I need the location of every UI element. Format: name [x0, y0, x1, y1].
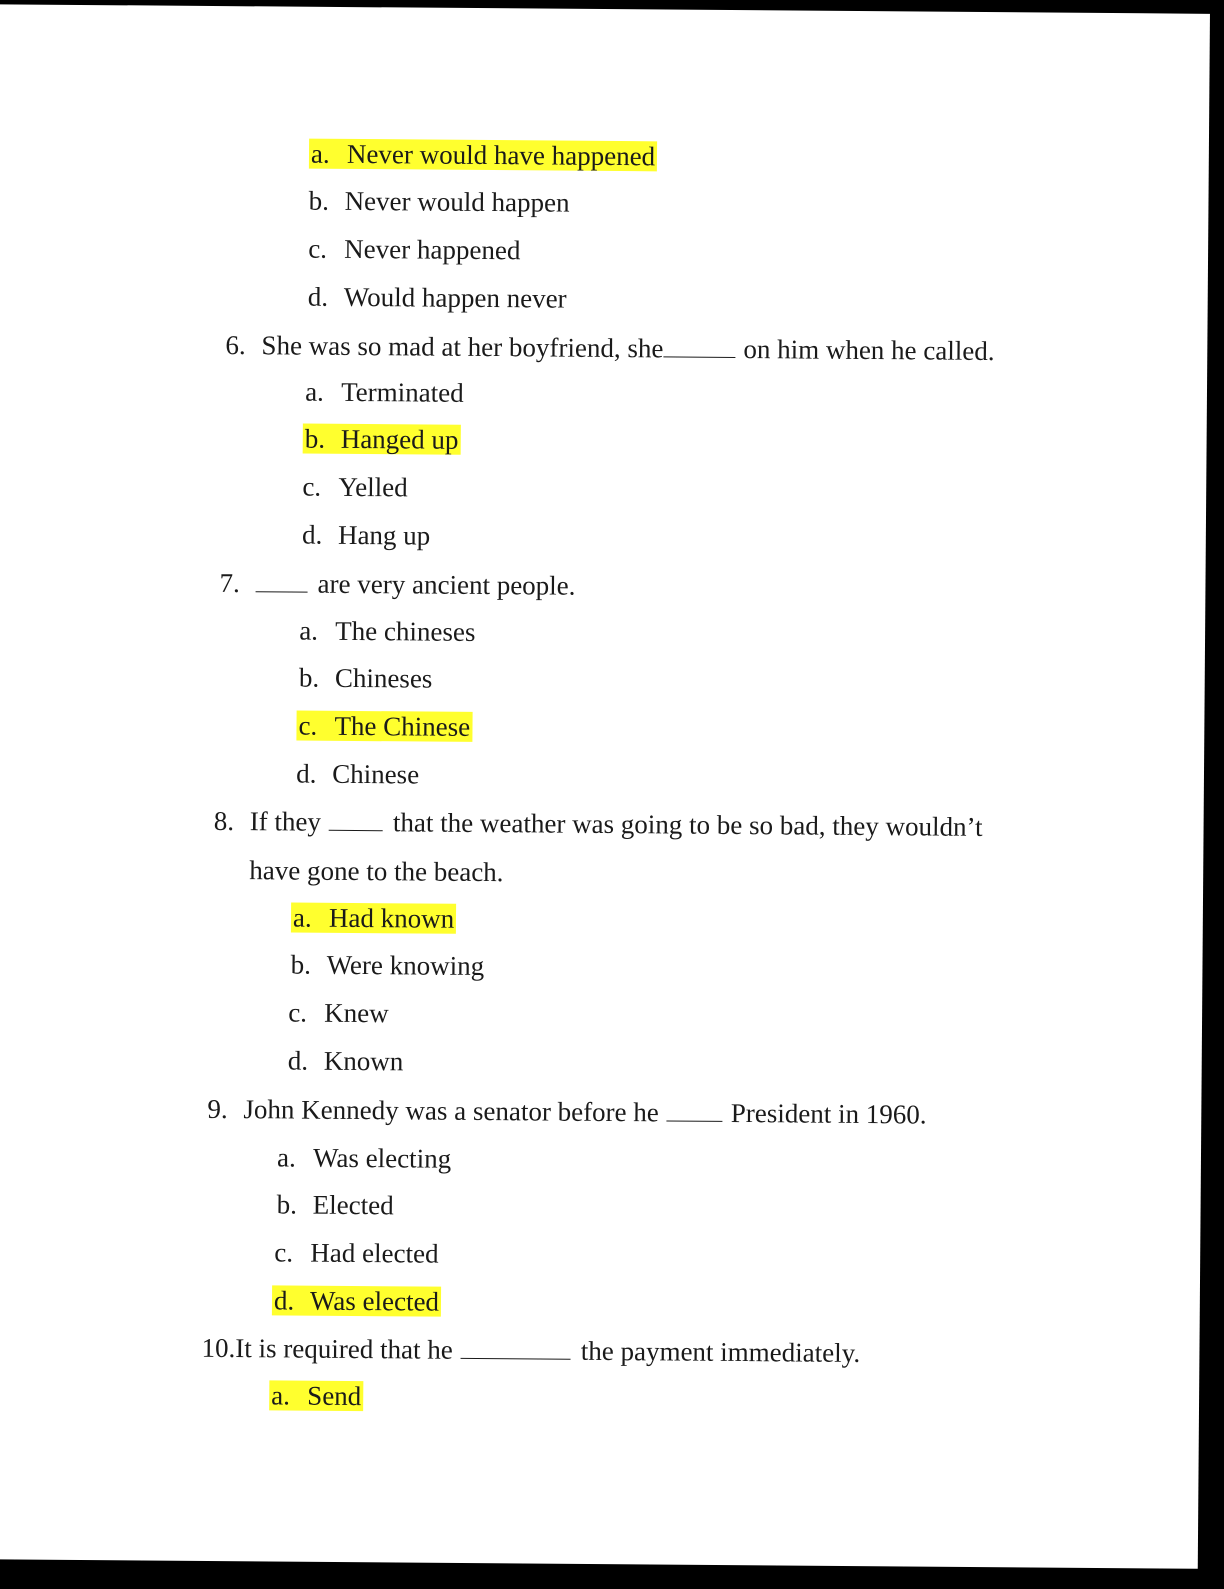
- option-text: Elected: [312, 1189, 394, 1221]
- option-letter: c.: [288, 997, 308, 1028]
- option-text: Known: [323, 1045, 404, 1077]
- question-text-before: She was so mad at her boyfriend, she: [261, 330, 664, 364]
- option-prev-b: [309, 184, 570, 220]
- option-letter: d.: [273, 1285, 295, 1316]
- question-text-after: that the weather was going to be so bad, they wouldn’t: [392, 807, 983, 842]
- option-letter: a.: [299, 615, 319, 646]
- option-letter: d.: [296, 758, 317, 789]
- option-text: Never happened: [344, 233, 521, 266]
- option-letter: a.: [292, 902, 312, 933]
- option-text: Hanged up: [340, 423, 459, 455]
- answer-blank: [667, 1098, 723, 1121]
- option-6a: [305, 375, 464, 410]
- option-prev-a: [309, 137, 657, 174]
- option-text: Knew: [324, 997, 389, 1029]
- answer-blank: [329, 808, 383, 831]
- option-8b: [291, 947, 485, 983]
- option-7a: [299, 614, 475, 649]
- answer-highlight: [269, 1380, 363, 1411]
- option-text: Never would happen: [344, 185, 570, 218]
- option-7b: [299, 661, 433, 696]
- answer-blank: [461, 1336, 571, 1360]
- option-text: The Chinese: [334, 710, 471, 742]
- option-prev-d: [308, 280, 567, 316]
- answer-highlight: [272, 1285, 441, 1316]
- option-text: Was electing: [313, 1142, 452, 1174]
- answer-highlight: [303, 424, 461, 455]
- option-letter: d.: [307, 281, 329, 312]
- option-9d: [272, 1283, 441, 1318]
- option-text: Yelled: [338, 471, 408, 503]
- option-text: Never would have happened: [346, 138, 656, 172]
- option-letter: b.: [276, 1189, 298, 1220]
- option-text: Send: [307, 1380, 362, 1412]
- option-letter: b.: [298, 662, 320, 693]
- option-text: Would happen never: [343, 281, 567, 314]
- option-letter: d.: [287, 1045, 309, 1076]
- option-8c: [288, 995, 389, 1030]
- option-6c: [302, 470, 408, 505]
- option-text: Had known: [328, 902, 455, 934]
- question-6: [225, 328, 994, 368]
- question-number: 7.: [219, 567, 240, 599]
- option-text: Terminated: [341, 376, 464, 408]
- option-letter: a.: [271, 1380, 291, 1411]
- option-text: Hang up: [337, 519, 431, 551]
- option-9b: [277, 1187, 394, 1222]
- question-text-before: John Kennedy was a senator before he: [243, 1094, 659, 1128]
- option-letter: a.: [305, 376, 324, 407]
- option-text: Chinese: [332, 758, 420, 790]
- option-7d: [296, 757, 419, 792]
- question-8: [214, 804, 983, 844]
- option-text: The chineses: [335, 615, 476, 647]
- option-text: Was elected: [309, 1285, 440, 1317]
- answer-highlight: [291, 902, 456, 933]
- question-9: [207, 1092, 926, 1132]
- answer-blank: [663, 334, 735, 358]
- option-letter: c.: [308, 233, 328, 264]
- question-text-before: It is required that he: [235, 1333, 453, 1365]
- option-prev-c: [308, 232, 520, 268]
- question-number: 8.: [213, 805, 235, 837]
- option-7c: [296, 709, 472, 744]
- option-letter: c.: [274, 1237, 294, 1268]
- question-text-after: on him when he called.: [743, 334, 995, 366]
- option-9c: [274, 1235, 438, 1270]
- option-text: Chineses: [334, 662, 433, 694]
- option-letter: b.: [290, 949, 312, 980]
- option-10a: [269, 1378, 363, 1413]
- option-8a: [291, 900, 456, 935]
- option-letter: a.: [310, 138, 330, 169]
- option-6d: [302, 518, 430, 553]
- answer-blank: [256, 569, 308, 592]
- question-text-after: President in 1960.: [730, 1097, 927, 1130]
- option-text: Were knowing: [326, 949, 485, 982]
- question-number: 6.: [225, 329, 246, 361]
- answer-highlight: [296, 711, 472, 742]
- option-letter: d.: [301, 519, 323, 550]
- option-text: Had elected: [310, 1237, 439, 1269]
- question-10: [201, 1331, 860, 1370]
- question-number: 10.: [201, 1332, 236, 1364]
- question-text-before: If they: [249, 806, 322, 837]
- option-6b: [303, 422, 461, 457]
- option-letter: b.: [304, 423, 326, 454]
- question-7: [219, 566, 575, 603]
- option-9a: [277, 1140, 451, 1175]
- option-letter: a.: [277, 1142, 296, 1173]
- question-text-after: the payment immediately.: [580, 1335, 861, 1368]
- option-letter: c.: [298, 710, 318, 741]
- answer-highlight: [309, 139, 657, 172]
- option-letter: c.: [302, 471, 322, 502]
- option-letter: b.: [308, 185, 330, 216]
- option-8d: [288, 1043, 404, 1078]
- question-number: 9.: [207, 1093, 228, 1124]
- question-text-after: are very ancient people.: [317, 568, 576, 601]
- question-text-continuation: have gone to the beach.: [249, 855, 504, 888]
- question-8-line2: [249, 853, 503, 889]
